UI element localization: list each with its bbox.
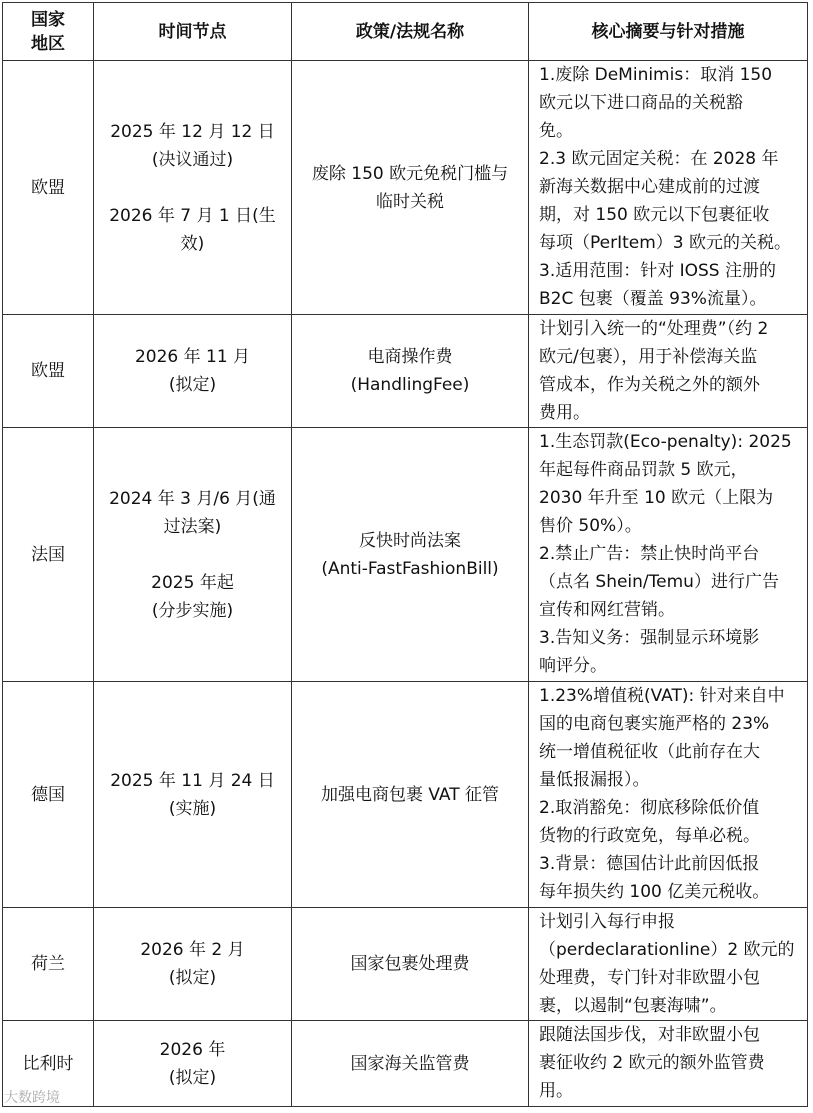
country-cell: 荷兰 [3, 908, 94, 1021]
policy-cell [292, 1021, 529, 1107]
table-row [3, 908, 808, 1021]
header-summary: 核心摘要与针对措施 [529, 3, 808, 61]
country-cell: 比利时 [3, 1021, 94, 1107]
time-cell [94, 428, 292, 682]
table-row [3, 1021, 808, 1107]
policy-line: 电商操作费 [367, 347, 453, 367]
summary-cell [529, 908, 808, 1021]
policy-cell [292, 61, 529, 315]
summary-line: 每项（PerItem）3 欧元的关税。 [539, 233, 792, 253]
time-line: 效) [180, 233, 205, 254]
summary-line: 欧元以下进口商品的关税豁 [539, 93, 743, 113]
table-row [3, 682, 808, 908]
table-row [3, 315, 808, 428]
time-line: 过法案) [163, 516, 222, 537]
policy-cell [292, 315, 529, 428]
time-line: 2025 年 12 月 12 日 [110, 121, 275, 142]
time-line: 2025 年 11 月 24 日 [110, 770, 275, 791]
policy-cell [292, 682, 529, 908]
summary-line: 裹，以遏制“包裹海啸”。 [539, 996, 727, 1016]
time-line: 2026 年 2 月 [140, 940, 245, 960]
time-line: (决议通过) [151, 149, 234, 170]
time-cell [94, 1021, 292, 1107]
summary-line: 3.背景：德国估计此前因低报 [539, 854, 760, 874]
summary-line: B2C 包裹（覆盖 93%流量）。 [539, 289, 767, 309]
header-time: 时间节点 [94, 3, 292, 61]
summary-line: 售价 50%）。 [539, 516, 642, 536]
summary-line: 响评分。 [539, 656, 607, 676]
summary-line: 计划引入每行申报 [539, 912, 675, 932]
table-row [3, 61, 808, 315]
time-line [94, 174, 291, 202]
policy-cell [292, 908, 529, 1021]
summary-line: 免。 [539, 121, 573, 141]
summary-line: 每年损失约 100 亿美元税收。 [539, 882, 770, 902]
summary-line: 2030 年升至 10 欧元（上限为 [539, 488, 774, 508]
summary-line: 费用。 [539, 403, 590, 423]
policy-line: 废除 150 欧元免税门槛与 [311, 163, 509, 184]
summary-line: 年起每件商品罚款 5 欧元， [539, 460, 748, 480]
time-line: (拟定) [168, 375, 217, 395]
summary-line: 1.生态罚款(Eco-penalty): 2025 [539, 432, 792, 452]
summary-line: 1.23%增值税(VAT): 针对来自中 [539, 686, 785, 706]
summary-line: 裹征收约 2 欧元的额外监管费 [539, 1053, 765, 1073]
summary-cell [529, 61, 808, 315]
time-cell [94, 682, 292, 908]
header-country: 国家 地区 [3, 3, 94, 61]
summary-cell [529, 682, 808, 908]
table-row [3, 428, 808, 682]
summary-line: 国的电商包裹实施严格的 23% [539, 714, 770, 734]
time-line: (分步实施) [151, 600, 234, 621]
summary-line: 跟随法国步伐，对非欧盟小包 [539, 1025, 760, 1045]
time-cell [94, 908, 292, 1021]
summary-line: 2.禁止广告：禁止快时尚平台 [539, 544, 760, 564]
watermark: 大数跨境 [4, 1090, 60, 1106]
time-line: (拟定) [168, 1067, 217, 1088]
policy-line: 国家海关监管费 [350, 1053, 470, 1074]
policy-line: (HandlingFee) [350, 375, 470, 395]
summary-line: 处理费，专门针对非欧盟小包 [539, 968, 760, 988]
policy-line: 临时关税 [376, 191, 444, 212]
header-row [3, 3, 808, 61]
summary-line: 期，对 150 欧元以下包裹征收 [539, 205, 770, 225]
country-cell: 欧盟 [3, 61, 94, 315]
summary-line: 3.适用范围：针对 IOSS 注册的 [539, 261, 777, 281]
summary-line: 2.3 欧元固定关税：在 2028 年 [539, 149, 779, 169]
policy-line: 加强电商包裹 VAT 征管 [320, 784, 500, 805]
time-line: (拟定) [168, 968, 217, 988]
policy-table [2, 2, 808, 1107]
time-line: 2026 年 7 月 1 日(生 [109, 205, 276, 226]
summary-line: 量低报漏报）。 [539, 770, 650, 790]
time-line: 2024 年 3 月/6 月(通 [109, 488, 276, 509]
summary-line: 欧元/包裹），用于补偿海关监 [539, 347, 758, 367]
country-cell: 法国 [3, 428, 94, 682]
time-line: 2026 年 11 月 [134, 347, 251, 367]
summary-line: 用。 [539, 1081, 573, 1101]
time-line: 2025 年起 [151, 572, 234, 593]
time-line [94, 541, 291, 569]
policy-line: 国家包裹处理费 [350, 954, 470, 974]
summary-cell [529, 315, 808, 428]
time-cell [94, 315, 292, 428]
header-policy: 政策/法规名称 [292, 3, 529, 61]
time-line: 2026 年 [159, 1039, 226, 1060]
summary-cell [529, 428, 808, 682]
policy-cell [292, 428, 529, 682]
policy-line: 反快时尚法案 [359, 530, 461, 551]
summary-line: （perdeclarationline）2 欧元的 [539, 940, 795, 960]
summary-line: 2.取消豁免：彻底移除低价值 [539, 798, 760, 818]
policy-line: (Anti-FastFashionBill) [321, 558, 499, 579]
time-line: (实施) [168, 798, 217, 819]
time-cell [94, 61, 292, 315]
summary-line: 货物的行政宽免，每单必税。 [539, 826, 760, 846]
summary-cell [529, 1021, 808, 1107]
summary-line: 计划引入统一的“处理费”（约 2 [539, 319, 769, 339]
country-cell: 德国 [3, 682, 94, 908]
summary-line: 1.废除 DeMinimis：取消 150 [539, 65, 773, 85]
summary-line: 宣传和网红营销。 [539, 600, 675, 620]
summary-line: 3.告知义务：强制显示环境影 [539, 628, 760, 648]
country-cell: 欧盟 [3, 315, 94, 428]
summary-line: 新海关数据中心建成前的过渡 [539, 177, 760, 197]
summary-line: 统一增值税征收（此前存在大 [539, 742, 760, 762]
summary-line: （点名 Shein/Temu）进行广告 [539, 572, 779, 592]
summary-line: 管成本，作为关税之外的额外 [539, 375, 760, 395]
